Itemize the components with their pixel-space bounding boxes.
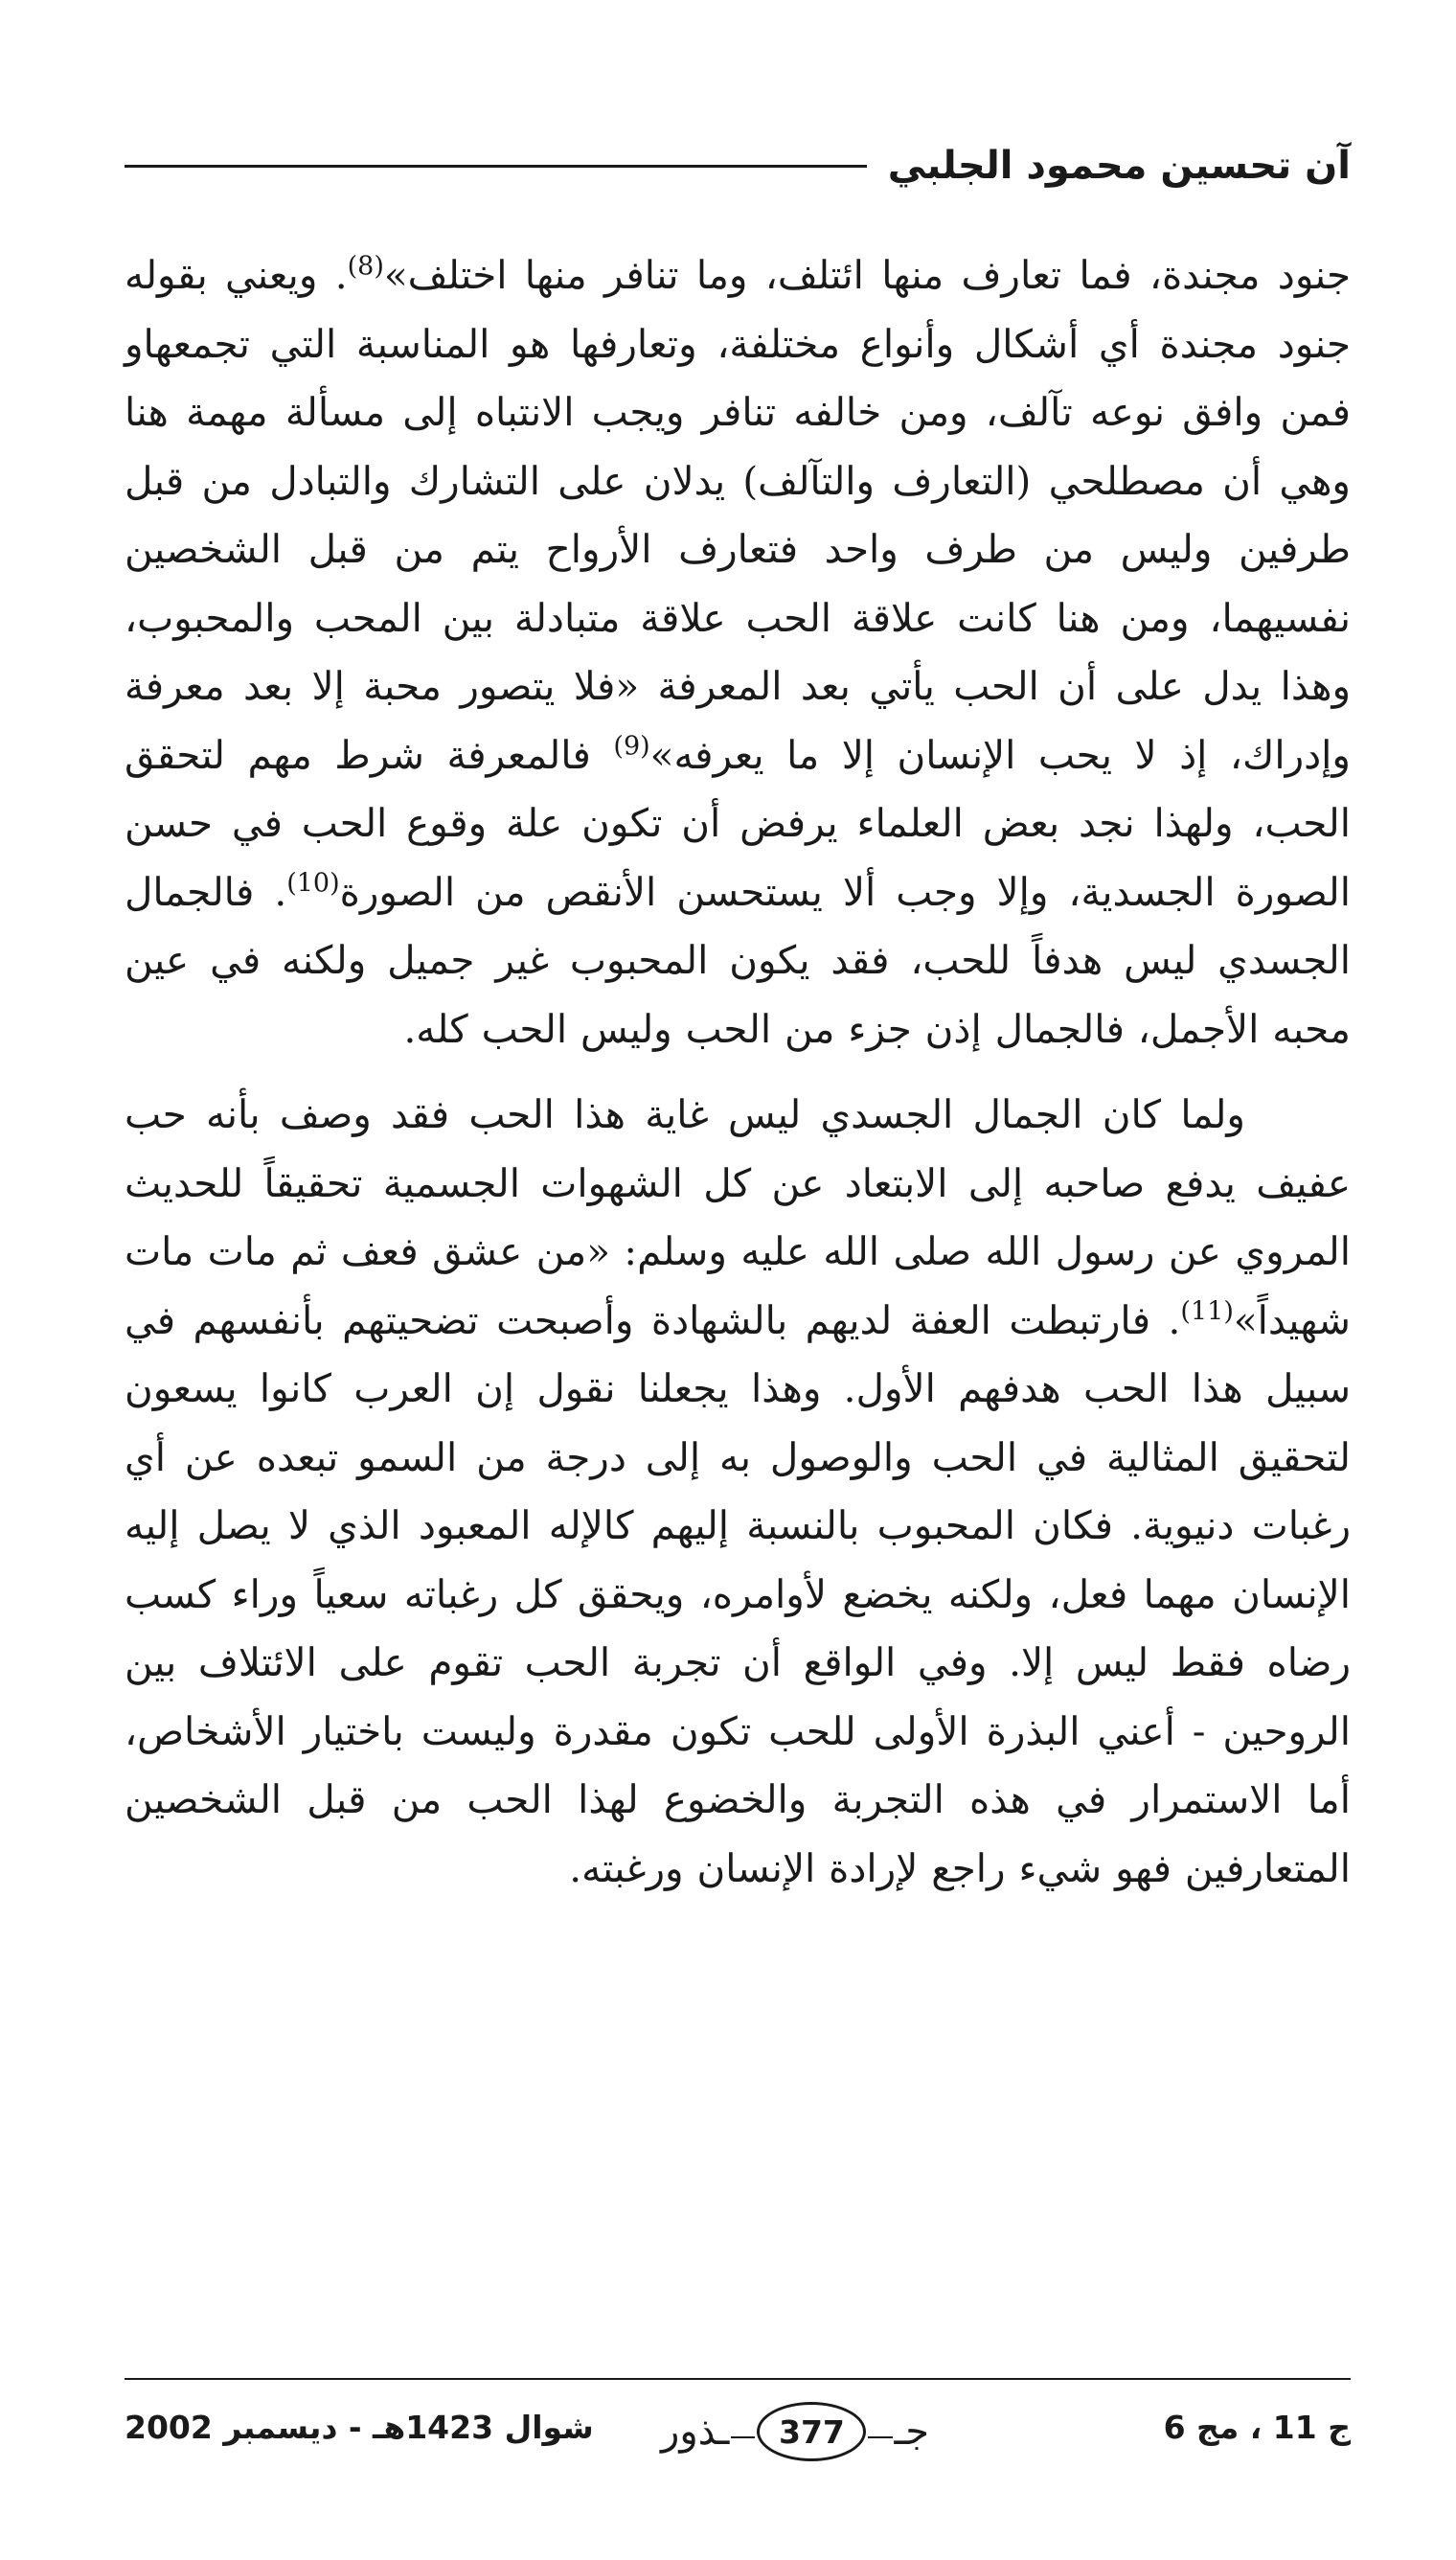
footer-date: شوال 1423هـ - ديسمبر 2002 xyxy=(125,2409,594,2446)
text-segment: . فارتبطت العفة لديهم بالشهادة وأصبحت تضحيتهم بأنفسهم في سبيل هذا الحب هدفهم الأول. وهذا يجعلنا نقول إن العرب كانوا يسعون لتحقيق المثالية في الحب والوصول به إلى درجة من السمو تبعده عن أي رغبات دنيوية. فكان المحبوب بالنسبة إليهم كالإله المعبود الذي لا يصل إليه الإنسان مهما فعل، ولكنه يخضع لأوامره، ويحقق كل رغباته سعياً وراء كسب رضاه فقط ليس إلا. وفي الواقع أن تجربة الحب تقوم على الائتلاف بين الروحين - أعني البذرة الأولى للحب تكون مقدرة وليست باختيار الأشخاص، أما الاستمرار في هذه التجربة والخضوع لهذا الحب من قبل الشخصين المتعارفين فهو شيء راجع لإرادة الإنسان ورغبته. xyxy=(125,1296,1351,1891)
paragraph-2 xyxy=(125,1081,1351,1903)
journal-name-end: ـذور xyxy=(661,2410,730,2454)
journal-name-stroke xyxy=(868,2436,892,2438)
journal-name-start: جـ xyxy=(894,2410,929,2454)
page-number: 377 xyxy=(757,2402,866,2461)
header-author: آن تحسين محمود الجلبي xyxy=(887,144,1351,188)
journal-name-stroke xyxy=(731,2436,755,2438)
footer-volume: ج 11 ، مج 6 xyxy=(1163,2409,1351,2446)
journal-name-with-page-number xyxy=(661,2401,929,2462)
footnote-ref-11: (11) xyxy=(1180,1296,1234,1326)
text-segment: ولما كان الجمال الجسدي ليس غاية هذا الحب فقد وصف بأنه حب عفيف يدفع صاحبه إلى الابتعاد عن كل الشهوات الجسمية تحقيقاً للحديث المروي عن رسول الله صلى الله عليه وسلم: «من عشق فعف ثم مات مات شهيداً» xyxy=(125,1091,1351,1343)
footer-rule xyxy=(125,2378,1351,2380)
text-segment: . فالجمال الجسدي ليس هدفاً للحب، فقد يكون المحبوب غير جميل ولكنه في عين محبه الأجمل، فالجمال إذن جزء من الحب وليس الحب كله. xyxy=(125,868,1351,1052)
running-header xyxy=(125,132,1351,199)
header-rule xyxy=(125,165,867,168)
footnote-ref-9: (9) xyxy=(613,731,650,761)
body-text xyxy=(125,241,1351,1903)
paragraph-1 xyxy=(125,241,1351,1063)
page-footer xyxy=(125,2395,1351,2472)
footnote-ref-10: (10) xyxy=(286,868,340,898)
text-segment: . ويعني بقوله جنود مجندة أي أشكال وأنواع مختلفة، وتعارفها هو المناسبة التي تجمعهاو فمن وافق نوعه تآلف، ومن خالفه تنافر ويجب الانتباه إلى مسألة مهمة هنا وهي أن مصطلحي (التعارف والتآلف) يدلان على التشارك والتبادل من قبل طرفين وليس من طرف واحد فتعارف الأرواح يتم من قبل الشخصين نفسيهما، ومن هنا كانت علاقة الحب علاقة متبادلة بين المحب والمحبوب، وهذا يدل على أن الحب يأتي بعد المعرفة «فلا يتصور محبة إلا بعد معرفة وإدراك، إذ لا يحب الإنسان إلا ما يعرفه» xyxy=(125,252,1351,778)
footnote-ref-8: (8) xyxy=(347,251,384,282)
text-segment: فالمعرفة شرط مهم لتحقق الحب، ولهذا نجد بعض العلماء يرفض أن تكون علة وقوع الحب في حسن الصورة الجسدية، وإلا وجب ألا يستحسن الأنقص من الصورة xyxy=(125,731,1351,915)
text-segment: جنود مجندة، فما تعارف منها ائتلف، وما تنافر منها اختلف» xyxy=(383,252,1352,298)
